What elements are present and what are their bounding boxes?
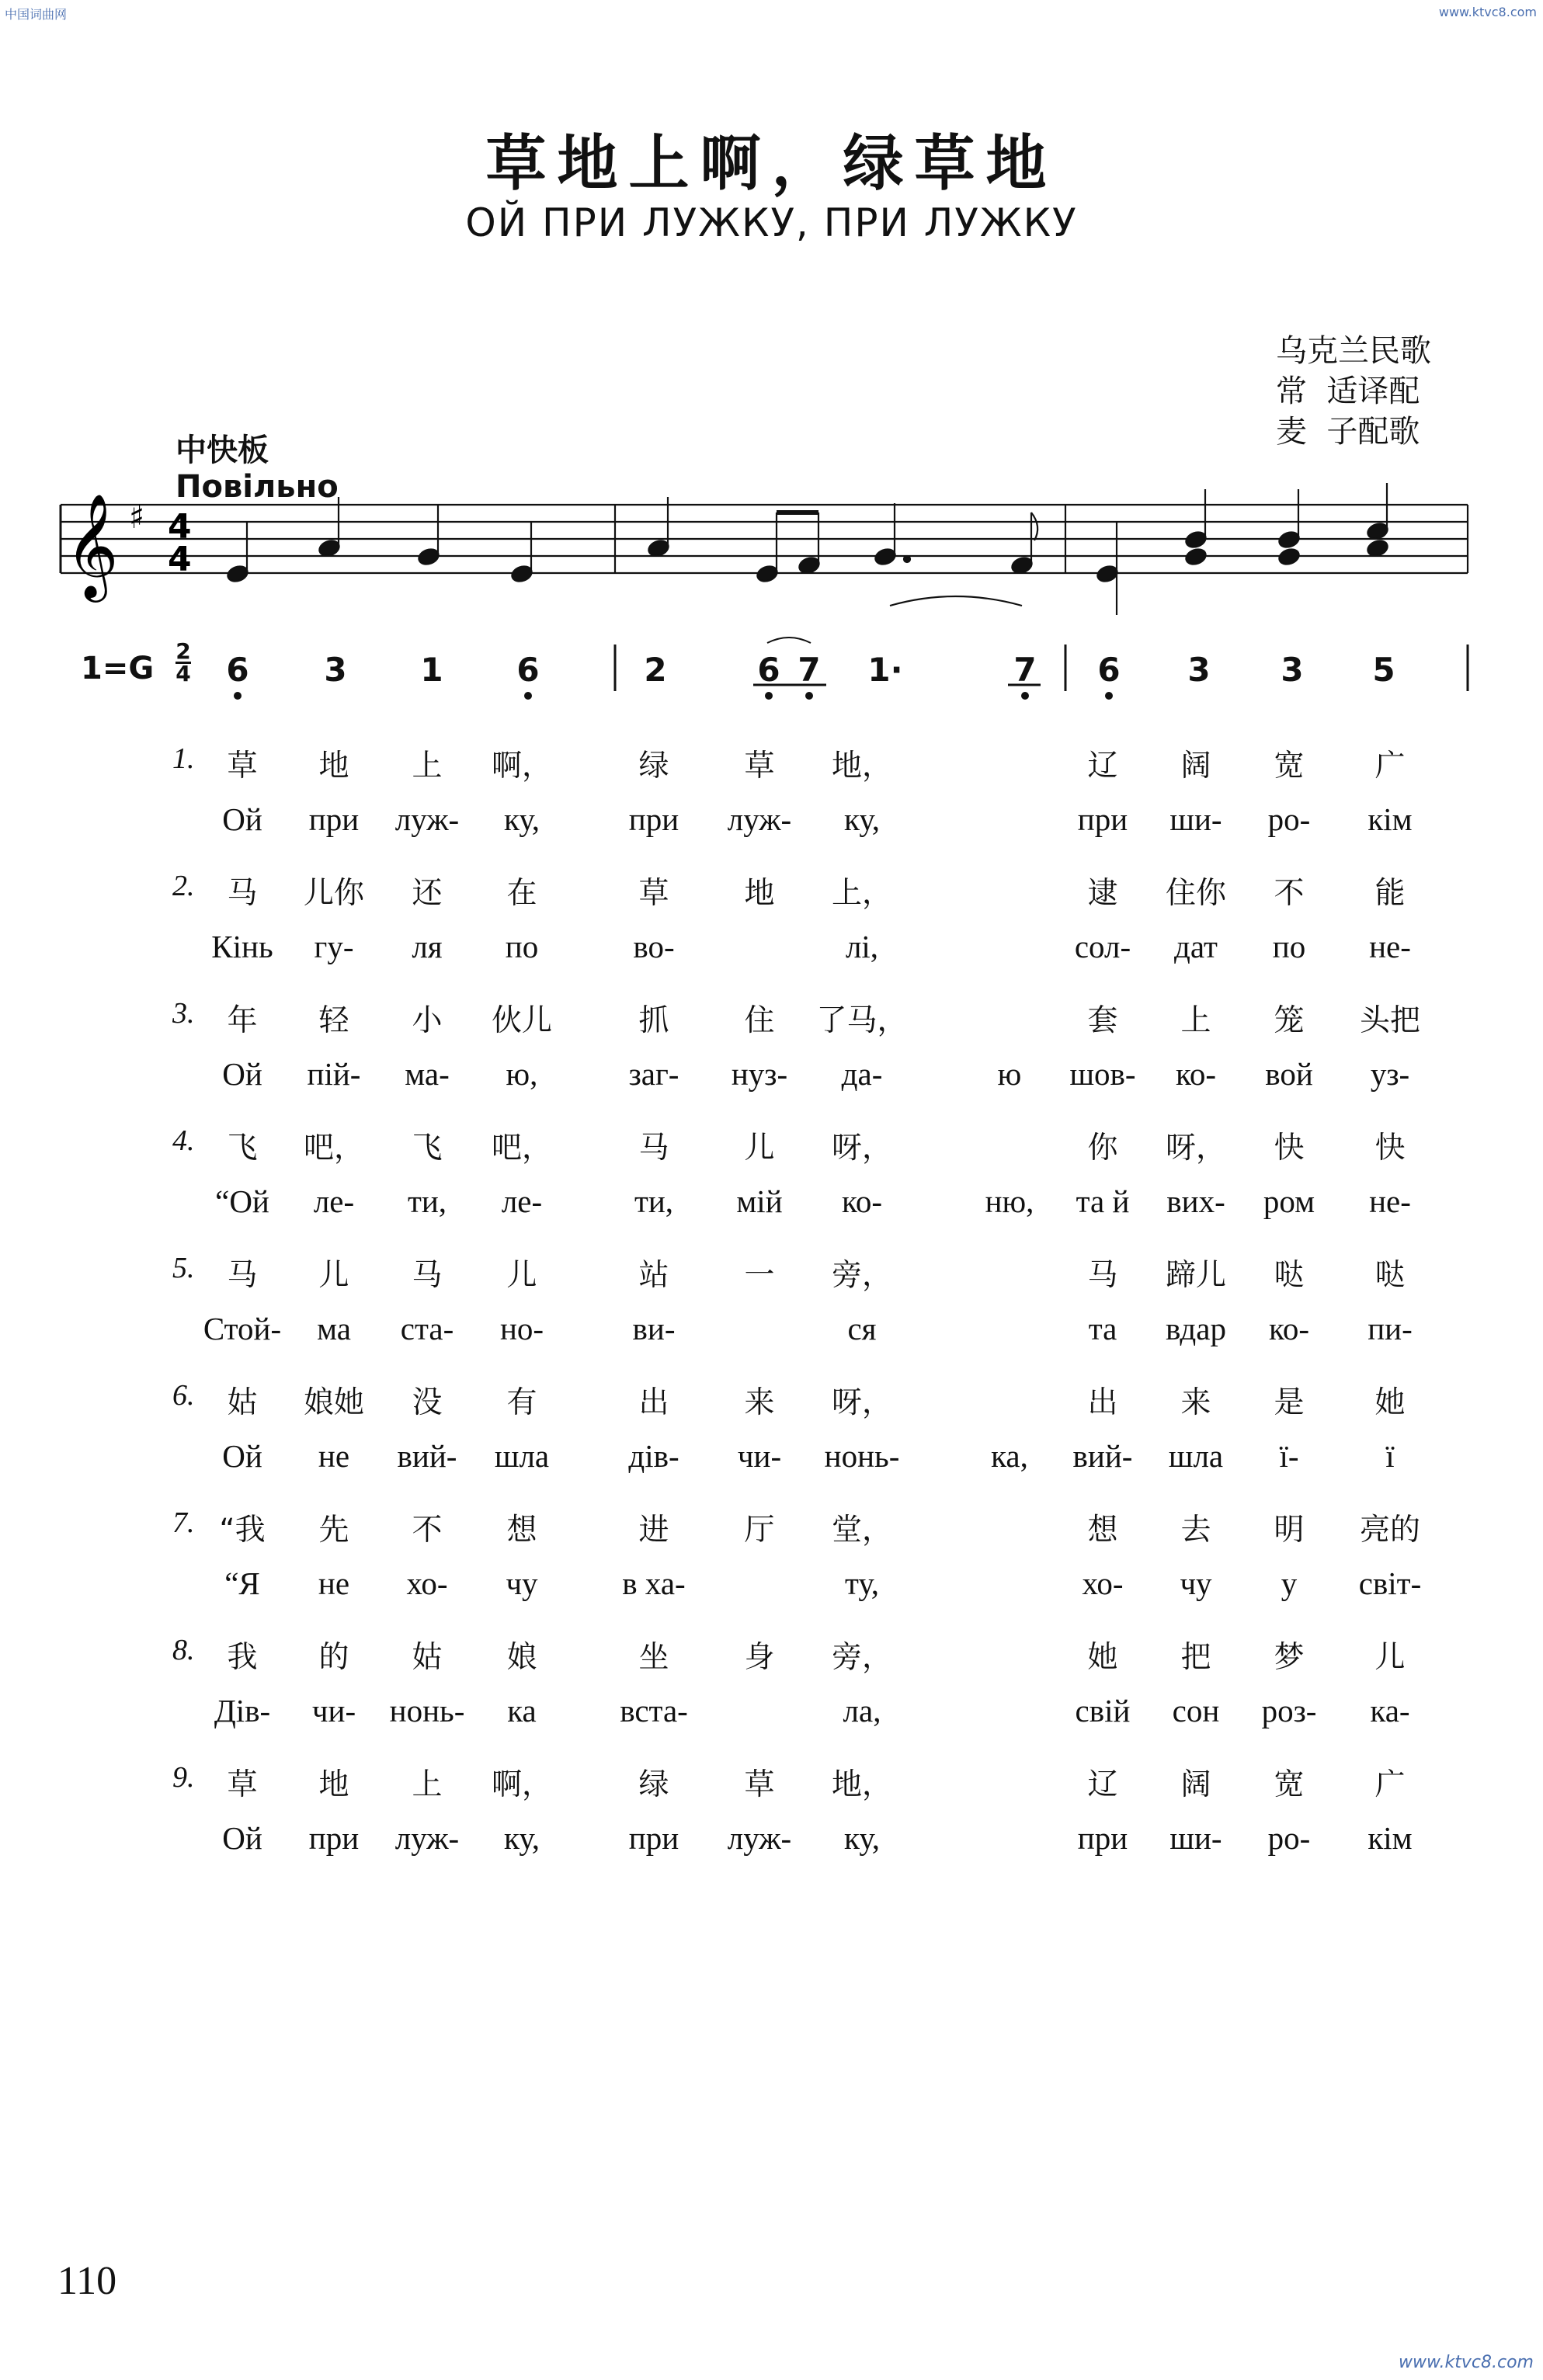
lyric-cn: 了马，	[816, 1003, 908, 1038]
jianpu-note: 6	[516, 651, 540, 689]
lyric-ua: ма-	[405, 1056, 450, 1092]
lyric-ua: ка,	[991, 1438, 1028, 1474]
lyric-ua: ти,	[634, 1183, 674, 1219]
lyric-cn: 地	[318, 749, 349, 783]
lyric-cn: 飞	[227, 1131, 258, 1166]
jianpu-note: 3	[324, 651, 347, 689]
verse-number: 3.	[172, 997, 195, 1030]
lyric-cn: 姑	[412, 1640, 443, 1675]
lyric-ua: та	[1088, 1311, 1117, 1346]
lyric-cn: 儿	[318, 1258, 349, 1293]
time-sig-top: 4	[168, 507, 192, 547]
lyric-ua: кім	[1368, 1820, 1413, 1856]
time-sig-bottom: 4	[168, 540, 192, 579]
verse-number: 1.	[172, 742, 195, 775]
lyric-cn: 住你	[1165, 876, 1227, 911]
lyric-cn: 呀，	[831, 1131, 893, 1166]
lyric-cn: 旁，	[831, 1640, 893, 1675]
lyric-cn: 身	[744, 1640, 775, 1675]
lyric-cn: 堂，	[831, 1513, 893, 1548]
lyric-cn: 出	[1087, 1385, 1118, 1420]
lyric-cn: 还	[412, 876, 443, 911]
lyric-cn: 儿	[744, 1131, 775, 1166]
lyric-ua: ко-	[1269, 1311, 1309, 1346]
lyric-ua: луж-	[727, 801, 792, 837]
lyric-cn: 旁，	[831, 1258, 893, 1293]
lyric-cn: 上	[1180, 1003, 1211, 1038]
tempo-marking-ua: Повільно	[175, 469, 339, 505]
lyric-cn: 草	[744, 1767, 775, 1802]
lyric-cn: 娘她	[303, 1385, 365, 1420]
lyric-cn: 儿	[1374, 1640, 1406, 1675]
lyric-ua: шла	[494, 1438, 550, 1474]
lyric-ua: кім	[1368, 801, 1413, 837]
lyric-cn: 上	[412, 1767, 443, 1802]
lyric-ua: ку,	[844, 1820, 880, 1856]
lyric-cn: 厅	[744, 1513, 775, 1548]
lyric-cn: 马	[227, 876, 258, 911]
numbered-time-bottom: 4	[175, 661, 191, 686]
lyric-cn: 马	[1087, 1258, 1118, 1293]
lyric-ua: уз-	[1370, 1056, 1410, 1092]
lyric-ua: мій	[736, 1183, 783, 1219]
lyric-cn: 地	[744, 876, 775, 911]
lyric-cn: 不	[412, 1513, 443, 1548]
lyric-cn: 地	[318, 1767, 349, 1802]
lyric-ua: Ой	[222, 1056, 262, 1092]
lyric-cn: 站	[638, 1258, 669, 1293]
lyric-cn: 在	[506, 876, 537, 911]
lyric-cn: 想	[1087, 1513, 1118, 1548]
lyric-ua: ку,	[504, 1820, 540, 1856]
lyric-ua: гу-	[314, 929, 354, 964]
lyric-cn: 笼	[1274, 1003, 1305, 1038]
lyric-ua: вий-	[397, 1438, 457, 1474]
lyric-cn: 吧，	[303, 1131, 365, 1166]
lyric-cn: 宽	[1274, 749, 1305, 783]
lyric-ua: дат	[1174, 929, 1218, 964]
credit-origin: 乌克兰民歌	[1276, 333, 1431, 369]
lyric-cn: 飞	[412, 1131, 443, 1166]
page-title: 草地上啊，绿草地	[485, 129, 1058, 199]
lyric-ua: при	[308, 1820, 360, 1856]
jianpu-note: 6	[226, 651, 249, 689]
lyric-ua: луж-	[394, 801, 460, 837]
lyric-cn: 的	[318, 1640, 349, 1675]
lyric-cn: 亮的	[1359, 1513, 1421, 1548]
lyric-ua: Стой-	[203, 1311, 282, 1346]
lyric-ua: сон	[1172, 1693, 1220, 1729]
lyric-ua: шла	[1168, 1438, 1224, 1474]
verse-number: 6.	[172, 1379, 195, 1412]
lyric-ua: при	[628, 801, 679, 837]
page-subtitle: ОЙ ПРИ ЛУЖКУ, ПРИ ЛУЖКУ	[465, 200, 1078, 245]
lyric-cn: 绿	[638, 749, 669, 783]
lyric-ua: Ой	[222, 1438, 262, 1474]
lyric-cn: 套	[1087, 1003, 1118, 1038]
lyric-cn: 哒	[1374, 1258, 1406, 1293]
lyric-ua: вий-	[1072, 1438, 1133, 1474]
lyric-cn: 啊，	[491, 749, 553, 783]
lyric-ua: ко-	[1176, 1056, 1216, 1092]
lyric-cn: 儿你	[303, 876, 365, 911]
lyric-ua: ко-	[842, 1183, 882, 1219]
jianpu-note: 3	[1187, 651, 1211, 689]
lyric-cn: 逮	[1087, 876, 1118, 911]
lyric-ua: луж-	[394, 1820, 460, 1856]
lyric-ua: вдар	[1166, 1311, 1226, 1346]
lyric-cn: 姑	[227, 1385, 258, 1420]
lyric-ua: Кінь	[211, 929, 273, 964]
lyric-cn: 广	[1374, 1767, 1406, 1802]
lyric-cn: 有	[506, 1385, 537, 1420]
lyric-cn: 马	[412, 1258, 443, 1293]
lyric-cn: 地，	[831, 749, 893, 783]
verse-number: 5.	[172, 1252, 195, 1284]
lyric-cn: 先	[318, 1513, 349, 1548]
lyric-cn: 啊，	[491, 1767, 553, 1802]
jianpu-note: 6	[757, 651, 780, 689]
lyric-cn: 广	[1374, 749, 1406, 783]
lyric-ua: пи-	[1368, 1311, 1413, 1346]
lyric-ua: вой	[1265, 1056, 1313, 1092]
watermark-left: 中国词曲网	[5, 7, 68, 22]
lyric-cn: 儿	[506, 1258, 537, 1293]
lyric-ua: ти,	[407, 1183, 447, 1219]
lyric-ua: не	[318, 1438, 350, 1474]
lyric-cn: 一	[744, 1258, 775, 1293]
lyric-ua: ню,	[985, 1183, 1034, 1219]
lyric-ua: при	[1077, 801, 1128, 837]
lyric-ua: Ой	[222, 1820, 262, 1856]
lyric-ua: хо-	[406, 1565, 448, 1601]
lyric-cn: 我	[227, 1640, 258, 1675]
lyric-ua: ту,	[844, 1565, 880, 1601]
lyric-ua: не-	[1369, 929, 1411, 964]
lyric-cn: 来	[1180, 1385, 1211, 1420]
lyric-cn: 马	[227, 1258, 258, 1293]
lyric-ua: “Ой	[215, 1183, 269, 1219]
lyric-ua: во-	[633, 929, 675, 964]
lyric-ua: ю,	[506, 1056, 538, 1092]
lyric-ua: ма	[317, 1311, 351, 1346]
lyric-ua: ви-	[632, 1311, 676, 1346]
lyric-cn: 不	[1274, 876, 1305, 911]
lyric-cn: 来	[744, 1385, 775, 1420]
lyric-ua: не	[318, 1565, 350, 1601]
key-label: 1=G	[81, 651, 155, 686]
lyric-ua: чу	[1180, 1565, 1212, 1601]
lyric-cn: 草	[638, 876, 669, 911]
lyric-cn: 辽	[1087, 1767, 1118, 1802]
jianpu-note: 7	[798, 651, 821, 689]
lyric-ua: не-	[1369, 1183, 1411, 1219]
lyric-ua: ром	[1263, 1183, 1315, 1219]
lyric-ua: при	[1077, 1820, 1128, 1856]
lyric-ua: нонь-	[824, 1438, 900, 1474]
lyric-cn: 草	[744, 749, 775, 783]
lyric-ua: да-	[841, 1056, 883, 1092]
lyric-cn: 去	[1180, 1513, 1211, 1548]
sharp-icon: ♯	[129, 498, 145, 536]
lyric-ua: нуз-	[731, 1056, 788, 1092]
lyric-ua: шов-	[1069, 1056, 1136, 1092]
lyric-cn: 小	[412, 1003, 443, 1038]
verse-number: 9.	[172, 1761, 195, 1794]
lyric-ua: ля	[412, 929, 443, 964]
lyric-cn: 上	[412, 749, 443, 783]
lyric-cn: 阔	[1180, 749, 1211, 783]
jianpu-note: 6	[1097, 651, 1121, 689]
lyric-cn: 坐	[638, 1640, 669, 1675]
jianpu-note: 1·	[867, 651, 903, 689]
verse-number: 7.	[172, 1506, 195, 1539]
lyric-cn: 呀，	[1165, 1131, 1227, 1166]
lyric-ua: сол-	[1074, 929, 1131, 964]
lyric-ua: ка	[507, 1693, 537, 1729]
lyric-ua: свій	[1075, 1693, 1131, 1729]
lyric-cn: 娘	[506, 1640, 537, 1675]
credit-lyricist: 麦 子配歌	[1276, 414, 1420, 450]
lyric-ua: у	[1281, 1565, 1298, 1601]
lyric-ua: світ-	[1358, 1565, 1422, 1601]
page-number: 110	[57, 2259, 117, 2303]
lyric-cn: 蹄儿	[1165, 1258, 1227, 1293]
verse-number: 8.	[172, 1634, 195, 1666]
lyric-cn: 伙儿	[491, 1003, 553, 1038]
lyric-cn: 哒	[1274, 1258, 1305, 1293]
lyric-ua: вста-	[620, 1693, 688, 1729]
lyric-ua: Дів-	[214, 1693, 271, 1729]
lyric-ua: ї	[1385, 1438, 1395, 1474]
lyric-cn: 她	[1374, 1385, 1406, 1420]
credit-translator: 常 适译配	[1276, 374, 1420, 409]
lyric-ua: ла,	[843, 1693, 881, 1729]
jianpu-note: 2	[644, 651, 667, 689]
lyric-cn: 是	[1274, 1385, 1305, 1420]
lyric-ua: но-	[499, 1311, 544, 1346]
lyric-cn: 没	[412, 1385, 443, 1420]
lyric-ua: ку,	[844, 801, 880, 837]
lyric-ua: чу	[506, 1565, 538, 1601]
lyric-cn: 进	[638, 1513, 669, 1548]
lyric-cn: 马	[638, 1131, 669, 1166]
lyric-ua: при	[308, 801, 360, 837]
lyric-cn: 出	[638, 1385, 669, 1420]
watermark-right: www.ktvc8.com	[1438, 5, 1537, 19]
lyric-ua: ши-	[1169, 1820, 1222, 1856]
lyric-cn: 草	[227, 1767, 258, 1802]
lyric-cn: 住	[744, 1003, 775, 1038]
lyric-ua: ся	[847, 1311, 877, 1346]
lyric-ua: нонь-	[389, 1693, 465, 1729]
lyric-ua: Ой	[222, 801, 262, 837]
lyric-ua: по	[1272, 929, 1306, 964]
verse-number: 2.	[172, 870, 195, 902]
lyric-ua: при	[628, 1820, 679, 1856]
jianpu-note: 3	[1281, 651, 1304, 689]
lyric-cn: 呀，	[831, 1385, 893, 1420]
lyric-cn: 绿	[638, 1767, 669, 1802]
lyric-cn: 你	[1087, 1131, 1118, 1166]
jianpu-note: 7	[1013, 651, 1037, 689]
lyric-ua: заг-	[628, 1056, 679, 1092]
jianpu-note: 1	[420, 651, 443, 689]
lyric-ua: та й	[1076, 1183, 1130, 1219]
lyric-ua: ро-	[1267, 801, 1311, 837]
lyric-ua: дів-	[628, 1438, 679, 1474]
lyric-cn: 阔	[1180, 1767, 1211, 1802]
lyric-cn: 宽	[1274, 1767, 1305, 1802]
lyric-cn: 快	[1374, 1131, 1406, 1166]
lyric-cn: 轻	[318, 1003, 349, 1038]
lyric-ua: ї-	[1279, 1438, 1299, 1474]
lyric-ua: хо-	[1082, 1565, 1124, 1601]
lyric-ua: ста-	[400, 1311, 454, 1346]
tempo-marking-cn: 中快板	[175, 433, 269, 468]
lyric-cn: 上，	[831, 876, 893, 911]
lyric-ua: ю	[997, 1056, 1022, 1092]
lyric-cn: 明	[1274, 1513, 1305, 1548]
lyric-cn: 抓	[638, 1003, 669, 1038]
lyric-cn: 能	[1374, 876, 1406, 911]
lyric-cn: 把	[1180, 1640, 1211, 1675]
watermark-bottom: www.ktvc8.com	[1398, 2353, 1534, 2372]
lyric-ua: ка-	[1370, 1693, 1410, 1729]
lyric-cn: 吧，	[491, 1131, 553, 1166]
lyric-ua: луж-	[727, 1820, 792, 1856]
lyric-cn: “我	[219, 1513, 266, 1548]
lyric-cn: 梦	[1274, 1640, 1305, 1675]
lyric-ua: пій-	[307, 1056, 361, 1092]
lyric-cn: 辽	[1087, 749, 1118, 783]
lyric-ua: лі,	[845, 929, 879, 964]
lyric-ua: в ха-	[622, 1565, 686, 1601]
lyric-ua: чи-	[737, 1438, 782, 1474]
jianpu-note: 5	[1372, 651, 1395, 689]
lyric-cn: 她	[1087, 1640, 1118, 1675]
lyric-ua: “Я	[224, 1565, 260, 1601]
lyric-ua: роз-	[1261, 1693, 1317, 1729]
lyric-cn: 地，	[831, 1767, 893, 1802]
lyric-ua: ро-	[1267, 1820, 1311, 1856]
lyric-cn: 草	[227, 749, 258, 783]
lyric-ua: ле-	[501, 1183, 543, 1219]
lyric-ua: вих-	[1166, 1183, 1225, 1219]
numbered-time-top: 2	[175, 638, 191, 664]
lyric-cn: 头把	[1359, 1003, 1421, 1038]
lyric-cn: 年	[227, 1003, 258, 1038]
verse-number: 4.	[172, 1124, 195, 1157]
lyric-ua: ши-	[1169, 801, 1222, 837]
lyric-ua: по	[505, 929, 539, 964]
lyric-ua: чи-	[311, 1693, 356, 1729]
lyric-ua: ку,	[504, 801, 540, 837]
lyric-ua: ле-	[313, 1183, 355, 1219]
treble-clef-icon: 𝄞	[65, 493, 119, 598]
lyric-cn: 想	[506, 1513, 537, 1548]
lyric-cn: 快	[1274, 1131, 1305, 1166]
